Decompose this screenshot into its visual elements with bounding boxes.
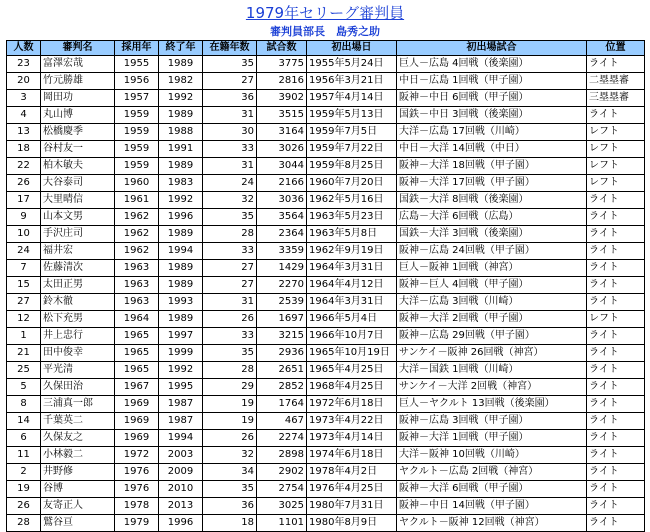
cell-games: 1429 <box>257 260 307 277</box>
cell-debut-game: 中日－大洋 14回戦（中日） <box>397 141 587 158</box>
cell-position: ライト <box>587 243 645 260</box>
cell-end-year: 1989 <box>159 311 203 328</box>
cell-position: ライト <box>587 277 645 294</box>
cell-position: ライト <box>587 328 645 345</box>
cell-games: 3044 <box>257 158 307 175</box>
cell-games: 2816 <box>257 73 307 90</box>
cell-position: ライト <box>587 345 645 362</box>
cell-end-year: 1989 <box>159 260 203 277</box>
header-row <box>7 41 645 56</box>
cell-name: 谷博 <box>41 481 115 498</box>
cell-end-year: 1989 <box>159 158 203 175</box>
cell-debut-game: 阪神－大洋 6回戦（甲子園） <box>397 481 587 498</box>
cell-start-year: 1969 <box>115 430 159 447</box>
cell-debut-game: 阪神－大洋 18回戦（甲子園） <box>397 158 587 175</box>
cell-count: 3 <box>7 90 41 107</box>
cell-count: 20 <box>7 73 41 90</box>
cell-position: ライト <box>587 515 645 532</box>
cell-years: 19 <box>203 396 257 413</box>
cell-name: 小林毅二 <box>41 447 115 464</box>
cell-debut-date: 1972年6月18日 <box>307 396 397 413</box>
cell-end-year: 1993 <box>159 294 203 311</box>
header-cell-count: 人数 <box>7 41 41 56</box>
cell-debut-date: 1959年7月5日 <box>307 124 397 141</box>
cell-debut-game: 阪神－広島 29回戦（甲子園） <box>397 328 587 345</box>
cell-debut-game: サンケイ－大洋 2回戦（神宮） <box>397 379 587 396</box>
cell-years: 34 <box>203 464 257 481</box>
cell-start-year: 1960 <box>115 175 159 192</box>
cell-position: ライト <box>587 481 645 498</box>
cell-name: 友寄正人 <box>41 498 115 515</box>
cell-debut-game: 阪神－中日 6回戦（甲子園） <box>397 90 587 107</box>
cell-debut-game: 大洋－広島 17回戦（川崎） <box>397 124 587 141</box>
cell-position: ライト <box>587 107 645 124</box>
table-row <box>7 141 645 158</box>
cell-games: 3036 <box>257 192 307 209</box>
cell-years: 27 <box>203 73 257 90</box>
cell-games: 2166 <box>257 175 307 192</box>
sheet-title: 1979年セリーグ審判員 <box>245 4 405 22</box>
cell-debut-date: 1973年4月22日 <box>307 413 397 430</box>
cell-years: 32 <box>203 192 257 209</box>
cell-position: ライト <box>587 362 645 379</box>
cell-count: 22 <box>7 158 41 175</box>
cell-debut-game: ヤクルト－広島 2回戦（神宮） <box>397 464 587 481</box>
cell-debut-game: 大洋－広島 3回戦（川崎） <box>397 294 587 311</box>
cell-debut-game: 国鉄－大洋 8回戦（後楽園） <box>397 192 587 209</box>
table-row <box>7 209 645 226</box>
cell-debut-date: 1978年4月2日 <box>307 464 397 481</box>
cell-end-year: 1983 <box>159 175 203 192</box>
cell-name: 手沢庄司 <box>41 226 115 243</box>
cell-end-year: 1987 <box>159 396 203 413</box>
cell-start-year: 1959 <box>115 124 159 141</box>
cell-start-year: 1959 <box>115 107 159 124</box>
cell-debut-game: 巨人－広島 4回戦（後楽園） <box>397 56 587 73</box>
cell-start-year: 1972 <box>115 447 159 464</box>
cell-games: 3775 <box>257 56 307 73</box>
cell-debut-date: 1955年5月24日 <box>307 56 397 73</box>
cell-debut-game: 阪神－中日 14回戦（甲子園） <box>397 498 587 515</box>
cell-start-year: 1963 <box>115 294 159 311</box>
cell-games: 1697 <box>257 311 307 328</box>
cell-debut-date: 1974年6月18日 <box>307 447 397 464</box>
cell-years: 35 <box>203 481 257 498</box>
cell-debut-game: 国鉄－大洋 3回戦（後楽園） <box>397 226 587 243</box>
cell-name: 岡田功 <box>41 90 115 107</box>
cell-position: レフト <box>587 311 645 328</box>
cell-end-year: 1989 <box>159 226 203 243</box>
cell-debut-game: 大洋－阪神 10回戦（川崎） <box>397 447 587 464</box>
cell-games: 3215 <box>257 328 307 345</box>
cell-debut-game: 巨人－阪神 1回戦（神宮） <box>397 260 587 277</box>
cell-end-year: 1999 <box>159 345 203 362</box>
table-row <box>7 498 645 515</box>
cell-end-year: 2003 <box>159 447 203 464</box>
cell-start-year: 1976 <box>115 464 159 481</box>
cell-name: 太田正男 <box>41 277 115 294</box>
cell-position: ライト <box>587 430 645 447</box>
table-row <box>7 243 645 260</box>
cell-position: レフト <box>587 158 645 175</box>
cell-count: 25 <box>7 362 41 379</box>
cell-count: 10 <box>7 226 41 243</box>
cell-debut-date: 1973年4月14日 <box>307 430 397 447</box>
cell-years: 27 <box>203 277 257 294</box>
cell-name: 松下充男 <box>41 311 115 328</box>
cell-debut-date: 1956年3月21日 <box>307 73 397 90</box>
cell-count: 2 <box>7 464 41 481</box>
cell-position: ライト <box>587 464 645 481</box>
cell-start-year: 1963 <box>115 277 159 294</box>
cell-end-year: 1992 <box>159 362 203 379</box>
table-body <box>7 56 645 532</box>
table-row <box>7 56 645 73</box>
cell-name: 丸山博 <box>41 107 115 124</box>
cell-end-year: 2009 <box>159 464 203 481</box>
cell-end-year: 1989 <box>159 277 203 294</box>
cell-position: ライト <box>587 192 645 209</box>
cell-start-year: 1967 <box>115 379 159 396</box>
cell-start-year: 1965 <box>115 345 159 362</box>
cell-end-year: 1988 <box>159 124 203 141</box>
cell-end-year: 1982 <box>159 73 203 90</box>
cell-name: 佐藤清次 <box>41 260 115 277</box>
cell-debut-date: 1968年4月25日 <box>307 379 397 396</box>
cell-name: 千葉英二 <box>41 413 115 430</box>
cell-end-year: 1991 <box>159 141 203 158</box>
cell-start-year: 1962 <box>115 243 159 260</box>
cell-end-year: 1994 <box>159 243 203 260</box>
cell-count: 18 <box>7 141 41 158</box>
cell-years: 31 <box>203 158 257 175</box>
cell-games: 3025 <box>257 498 307 515</box>
cell-count: 14 <box>7 413 41 430</box>
cell-position: ライト <box>587 413 645 430</box>
cell-end-year: 1987 <box>159 413 203 430</box>
cell-start-year: 1962 <box>115 226 159 243</box>
cell-start-year: 1962 <box>115 209 159 226</box>
table-row <box>7 413 645 430</box>
cell-debut-date: 1980年7月31日 <box>307 498 397 515</box>
cell-debut-game: 阪神－大洋 17回戦（甲子園） <box>397 175 587 192</box>
cell-debut-date: 1966年10月7日 <box>307 328 397 345</box>
cell-start-year: 1976 <box>115 481 159 498</box>
table-row <box>7 90 645 107</box>
cell-position: ライト <box>587 260 645 277</box>
cell-count: 23 <box>7 56 41 73</box>
sheet-subtitle: 審判員部長 島秀之助 <box>270 25 380 38</box>
cell-debut-date: 1976年4月25日 <box>307 481 397 498</box>
cell-years: 31 <box>203 107 257 124</box>
cell-start-year: 1963 <box>115 260 159 277</box>
cell-position: ライト <box>587 226 645 243</box>
table-row <box>7 277 645 294</box>
cell-end-year: 1994 <box>159 430 203 447</box>
cell-name: 竹元勝雄 <box>41 73 115 90</box>
cell-years: 27 <box>203 260 257 277</box>
table-row <box>7 345 645 362</box>
table-header <box>7 41 645 56</box>
cell-start-year: 1961 <box>115 192 159 209</box>
table-row <box>7 158 645 175</box>
cell-count: 24 <box>7 243 41 260</box>
cell-count: 26 <box>7 175 41 192</box>
cell-name: 井野修 <box>41 464 115 481</box>
cell-debut-game: サンケイ－阪神 26回戦（神宮） <box>397 345 587 362</box>
cell-name: 福井宏 <box>41 243 115 260</box>
cell-position: 三塁塁審 <box>587 90 645 107</box>
header-cell-debut-game: 初出場試合 <box>397 41 587 56</box>
cell-count: 21 <box>7 345 41 362</box>
cell-debut-date: 1964年3月31日 <box>307 260 397 277</box>
cell-count: 17 <box>7 192 41 209</box>
cell-name: 鷲谷亘 <box>41 515 115 532</box>
cell-count: 7 <box>7 260 41 277</box>
cell-count: 9 <box>7 209 41 226</box>
cell-count: 6 <box>7 430 41 447</box>
cell-years: 35 <box>203 209 257 226</box>
cell-name: 大谷泰司 <box>41 175 115 192</box>
cell-years: 36 <box>203 90 257 107</box>
cell-years: 18 <box>203 515 257 532</box>
cell-name: 田中俊幸 <box>41 345 115 362</box>
cell-games: 1764 <box>257 396 307 413</box>
cell-debut-game: 大洋－国鉄 1回戦（川崎） <box>397 362 587 379</box>
cell-name: 井上忠行 <box>41 328 115 345</box>
cell-debut-date: 1957年4月14日 <box>307 90 397 107</box>
header-cell-start-year: 採用年 <box>115 41 159 56</box>
cell-debut-game: 国鉄－中日 3回戦（後楽園） <box>397 107 587 124</box>
cell-count: 13 <box>7 124 41 141</box>
table-row <box>7 107 645 124</box>
cell-debut-date: 1966年5月4日 <box>307 311 397 328</box>
table-row <box>7 396 645 413</box>
header-cell-debut-date: 初出場日 <box>307 41 397 56</box>
cell-years: 19 <box>203 413 257 430</box>
header-cell-name: 審判名 <box>41 41 115 56</box>
cell-count: 4 <box>7 107 41 124</box>
cell-name: 三浦真一郎 <box>41 396 115 413</box>
cell-debut-game: 阪神－大洋 1回戦（甲子園） <box>397 430 587 447</box>
cell-years: 31 <box>203 294 257 311</box>
cell-debut-game: ヤクルト－阪神 12回戦（神宮） <box>397 515 587 532</box>
cell-position: ライト <box>587 294 645 311</box>
cell-end-year: 1989 <box>159 56 203 73</box>
cell-start-year: 1979 <box>115 515 159 532</box>
cell-position: 二塁塁審 <box>587 73 645 90</box>
cell-name: 谷村友一 <box>41 141 115 158</box>
table-row <box>7 515 645 532</box>
cell-debut-game: 広島－大洋 6回戦（広島） <box>397 209 587 226</box>
table-row <box>7 294 645 311</box>
cell-games: 1101 <box>257 515 307 532</box>
cell-start-year: 1956 <box>115 73 159 90</box>
cell-count: 27 <box>7 294 41 311</box>
table-row <box>7 362 645 379</box>
cell-name: 久保田治 <box>41 379 115 396</box>
cell-start-year: 1965 <box>115 328 159 345</box>
cell-name: 柏木敏夫 <box>41 158 115 175</box>
cell-debut-date: 1959年7月22日 <box>307 141 397 158</box>
cell-debut-game: 阪神－広島 3回戦（甲子園） <box>397 413 587 430</box>
cell-games: 2270 <box>257 277 307 294</box>
cell-start-year: 1964 <box>115 311 159 328</box>
cell-games: 2651 <box>257 362 307 379</box>
cell-games: 2274 <box>257 430 307 447</box>
cell-position: ライト <box>587 379 645 396</box>
cell-debut-date: 1959年8月25日 <box>307 158 397 175</box>
cell-games: 2754 <box>257 481 307 498</box>
cell-debut-date: 1965年10月19日 <box>307 345 397 362</box>
cell-debut-date: 1963年5月23日 <box>307 209 397 226</box>
cell-debut-game: 阪神－広島 24回戦（甲子園） <box>397 243 587 260</box>
cell-debut-game: 阪神－大洋 2回戦（甲子園） <box>397 311 587 328</box>
cell-debut-date: 1964年4月12日 <box>307 277 397 294</box>
cell-debut-date: 1960年7月20日 <box>307 175 397 192</box>
cell-years: 33 <box>203 243 257 260</box>
cell-start-year: 1969 <box>115 396 159 413</box>
table-row <box>7 447 645 464</box>
table-row <box>7 311 645 328</box>
cell-count: 8 <box>7 396 41 413</box>
cell-years: 33 <box>203 328 257 345</box>
cell-years: 33 <box>203 141 257 158</box>
cell-name: 鈴木徹 <box>41 294 115 311</box>
cell-games: 3164 <box>257 124 307 141</box>
cell-name: 平光清 <box>41 362 115 379</box>
table-row <box>7 328 645 345</box>
cell-count: 15 <box>7 277 41 294</box>
cell-start-year: 1957 <box>115 90 159 107</box>
cell-end-year: 1989 <box>159 107 203 124</box>
cell-count: 26 <box>7 498 41 515</box>
table-row <box>7 175 645 192</box>
table-row <box>7 481 645 498</box>
cell-name: 久保友之 <box>41 430 115 447</box>
cell-debut-date: 1965年4月25日 <box>307 362 397 379</box>
cell-games: 467 <box>257 413 307 430</box>
cell-end-year: 1995 <box>159 379 203 396</box>
cell-end-year: 1996 <box>159 209 203 226</box>
cell-years: 32 <box>203 447 257 464</box>
cell-count: 28 <box>7 515 41 532</box>
cell-start-year: 1959 <box>115 158 159 175</box>
cell-debut-game: 巨人－ヤクルト 13回戦（後楽園） <box>397 396 587 413</box>
cell-position: ライト <box>587 56 645 73</box>
cell-games: 3902 <box>257 90 307 107</box>
cell-count: 19 <box>7 481 41 498</box>
cell-debut-date: 1980年8月9日 <box>307 515 397 532</box>
cell-debut-game: 阪神－巨人 4回戦（甲子園） <box>397 277 587 294</box>
cell-years: 29 <box>203 379 257 396</box>
cell-years: 35 <box>203 345 257 362</box>
cell-position: レフト <box>587 175 645 192</box>
cell-start-year: 1955 <box>115 56 159 73</box>
cell-games: 2936 <box>257 345 307 362</box>
cell-debut-date: 1962年9月19日 <box>307 243 397 260</box>
cell-name: 富澤宏哉 <box>41 56 115 73</box>
cell-position: レフト <box>587 124 645 141</box>
table-row <box>7 124 645 141</box>
table-row <box>7 260 645 277</box>
cell-games: 2364 <box>257 226 307 243</box>
cell-games: 3515 <box>257 107 307 124</box>
cell-games: 2539 <box>257 294 307 311</box>
cell-end-year: 2010 <box>159 481 203 498</box>
table-row <box>7 73 645 90</box>
cell-end-year: 1992 <box>159 90 203 107</box>
cell-count: 5 <box>7 379 41 396</box>
cell-years: 30 <box>203 124 257 141</box>
cell-years: 36 <box>203 498 257 515</box>
cell-count: 11 <box>7 447 41 464</box>
cell-end-year: 1996 <box>159 515 203 532</box>
cell-debut-date: 1962年5月16日 <box>307 192 397 209</box>
table-row <box>7 192 645 209</box>
cell-games: 2898 <box>257 447 307 464</box>
cell-count: 1 <box>7 328 41 345</box>
cell-position: ライト <box>587 447 645 464</box>
cell-years: 24 <box>203 175 257 192</box>
cell-years: 28 <box>203 362 257 379</box>
cell-start-year: 1969 <box>115 413 159 430</box>
cell-years: 26 <box>203 430 257 447</box>
cell-debut-date: 1963年5月8日 <box>307 226 397 243</box>
cell-end-year: 1997 <box>159 328 203 345</box>
table-row <box>7 430 645 447</box>
cell-start-year: 1965 <box>115 362 159 379</box>
cell-position: ライト <box>587 209 645 226</box>
cell-name: 山本文男 <box>41 209 115 226</box>
table-row <box>7 379 645 396</box>
header-cell-position: 位置 <box>587 41 645 56</box>
cell-end-year: 1992 <box>159 192 203 209</box>
umpire-table <box>6 40 645 532</box>
cell-name: 大里晴信 <box>41 192 115 209</box>
cell-games: 3026 <box>257 141 307 158</box>
cell-debut-date: 1964年3月31日 <box>307 294 397 311</box>
cell-position: ライト <box>587 498 645 515</box>
header-cell-games: 試合数 <box>257 41 307 56</box>
cell-start-year: 1959 <box>115 141 159 158</box>
header-cell-end-year: 終了年 <box>159 41 203 56</box>
cell-end-year: 2013 <box>159 498 203 515</box>
table-row <box>7 226 645 243</box>
cell-games: 3359 <box>257 243 307 260</box>
cell-name: 松橋慶季 <box>41 124 115 141</box>
cell-start-year: 1978 <box>115 498 159 515</box>
cell-games: 2852 <box>257 379 307 396</box>
cell-years: 35 <box>203 56 257 73</box>
cell-years: 28 <box>203 226 257 243</box>
table-row <box>7 464 645 481</box>
cell-years: 26 <box>203 311 257 328</box>
cell-debut-date: 1959年5月13日 <box>307 107 397 124</box>
cell-count: 12 <box>7 311 41 328</box>
header-cell-years: 在籍年数 <box>203 41 257 56</box>
cell-position: ライト <box>587 396 645 413</box>
cell-debut-game: 中日－広島 1回戦（甲子園） <box>397 73 587 90</box>
cell-games: 2902 <box>257 464 307 481</box>
cell-position: レフト <box>587 141 645 158</box>
cell-games: 3564 <box>257 209 307 226</box>
